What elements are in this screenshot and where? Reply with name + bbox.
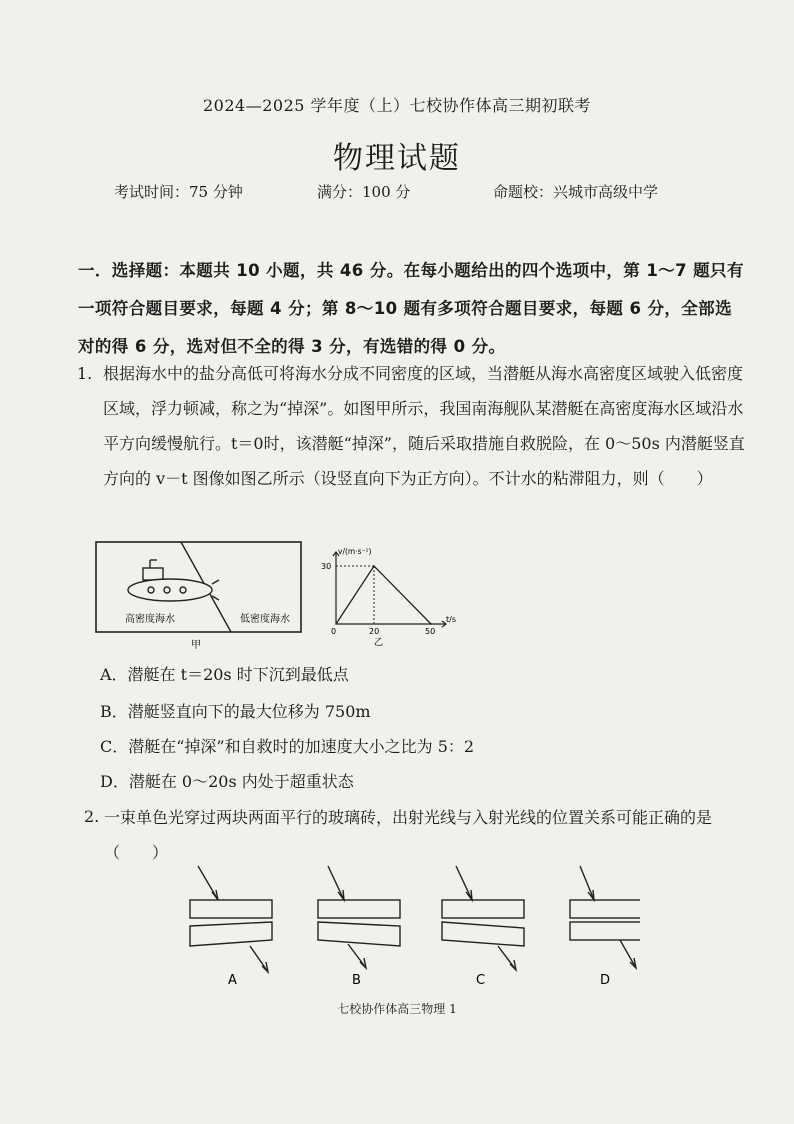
q1-option-d: D．潜艇在 0～20s 内处于超重状态 [100, 772, 354, 791]
figure-submarine [95, 540, 305, 652]
q1-option-b: B．潜艇竖直向下的最大位移为 750m [100, 702, 371, 721]
vt-point-0 [335, 623, 337, 625]
origin-label: 0 [331, 627, 337, 636]
vt-chart [318, 546, 468, 648]
question-2-stem: 一束单色光穿过两块两面平行的玻璃砖，出射光线与入射光线的位置关系可能正确的是（ ） [104, 808, 713, 862]
diagram-d [570, 866, 640, 968]
choice-label-b: B [352, 973, 361, 988]
question-2-number: 2. [84, 807, 100, 826]
choice-label-d: D [600, 973, 611, 988]
high-density-label: 高密度海水 [125, 614, 175, 625]
x-axis-label: t/s [446, 615, 456, 624]
figure-b-caption: 乙 [374, 638, 384, 648]
submarine-icon [128, 560, 219, 601]
diagram-a [190, 866, 272, 972]
low-density-label: 低密度海水 [240, 614, 290, 625]
exam-title: 2024—2025 学年度（上）七校协作体高三期初联考 [202, 96, 592, 115]
question-1-stem: 根据海水中的盐分高低可将海水分成不同密度的区域，当潜艇从海水高密度区域驶入低密度区域，浮力顿减，称之为“掉深”。如图甲所示，我国南海舰队某潜艇在高密度海水区域沿水平方向缓慢航行。t＝0时，该潜艇“掉深”，随后采取措施自救脱险，在 0～50s 内潜艇竖直方向的 v－t 图像如图乙所示（设竖直向下为正方向）。不计水的粘滞阻力，则（ ） [103, 364, 745, 488]
question-1-number: 1. [77, 364, 93, 383]
diagram-b [318, 866, 400, 968]
y-tick-30: 30 [321, 562, 332, 571]
diagram-c [442, 866, 524, 970]
figure-a-caption: 甲 [191, 640, 201, 651]
choice-label-c: C [476, 973, 486, 988]
section-instructions: 一．选择题：本题共 10 小题，共 46 分。在每小题给出的四个选项中，第 1～7 题只有一项符合题目要求，每题 4 分；第 8～10 题有多项符合题目要求，每题 6 分，全部选对的得 6 分，选对但不全的得 3 分，有选错的得 0 分。 [78, 261, 744, 356]
choice-label-a: A [228, 973, 237, 988]
y-axis-label: v/(m·s⁻¹) [338, 547, 372, 556]
q1-option-a: A．潜艇在 t＝20s 时下沉到最低点 [100, 665, 349, 684]
glass-slab-diagrams [180, 862, 640, 992]
full-score: 满分：100 分 [317, 183, 411, 201]
vt-point-2 [430, 623, 432, 625]
q1-option-c: C．潜艇在“掉深”和自救时的加速度大小之比为 5：2 [100, 737, 475, 756]
page-footer: 七校协作体高三物理 1 [337, 1002, 457, 1016]
vt-point-1 [373, 565, 375, 567]
vt-series-line [336, 566, 431, 624]
exam-time: 考试时间：75 分钟 [114, 183, 243, 201]
setter-school: 命题校：兴城市高级中学 [493, 183, 659, 201]
x-tick-50: 50 [425, 627, 436, 636]
subject-title: 物理试题 [333, 141, 461, 176]
x-tick-20: 20 [369, 627, 380, 636]
